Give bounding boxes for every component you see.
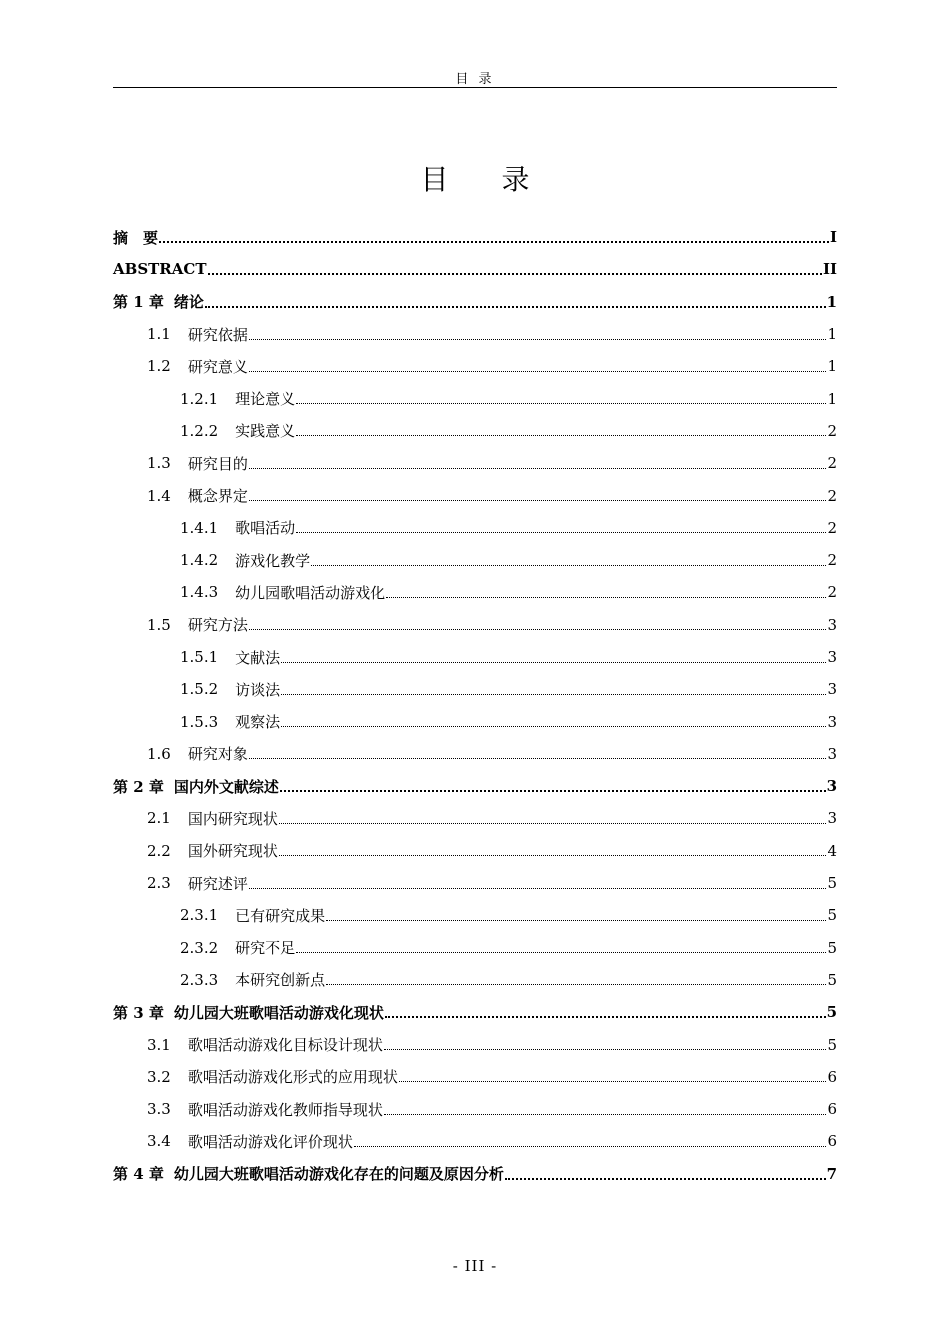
toc-entry[interactable]: [113, 835, 837, 867]
toc-entry-label: 幼儿园大班歌唱活动游戏化存在的问题及原因分析: [173, 1165, 504, 1184]
toc-entry-page: 1: [827, 325, 837, 344]
toc-entry[interactable]: [113, 1158, 837, 1190]
toc-entry[interactable]: [113, 802, 837, 834]
toc-entry[interactable]: [113, 964, 837, 996]
toc-entry-number: 3.2: [147, 1067, 171, 1086]
toc-entry-page: 2: [827, 421, 837, 440]
toc-entry[interactable]: [113, 221, 837, 253]
toc-entry-number: 1.4.2: [180, 551, 219, 570]
toc-entry-label: 理论意义: [235, 390, 296, 409]
dot-leader: [208, 273, 822, 275]
toc-entry[interactable]: [113, 996, 837, 1028]
toc-entry-number: 第 4 章: [113, 1165, 164, 1184]
toc-entry-page: 6: [827, 1132, 837, 1151]
toc-entry-page: 4: [827, 841, 837, 860]
dot-leader: [205, 306, 826, 308]
toc-entry-page: 5: [826, 1003, 837, 1022]
toc-entry[interactable]: [113, 1028, 837, 1060]
toc-entry-number: 2.1: [147, 809, 171, 828]
toc-entry-page: 2: [827, 518, 837, 537]
toc-entry[interactable]: [113, 673, 837, 705]
toc-entry-label: 访谈法: [235, 680, 281, 699]
toc-entry-page: 3: [827, 615, 837, 634]
dot-leader: [281, 726, 826, 727]
toc-entry[interactable]: [113, 544, 837, 576]
toc-entry-label: 研究对象: [187, 745, 248, 764]
dot-leader: [505, 1178, 826, 1180]
toc-entry[interactable]: [113, 318, 837, 350]
dot-leader: [311, 565, 826, 566]
toc-entry-page: II: [822, 260, 837, 279]
toc-entry[interactable]: [113, 609, 837, 641]
toc-entry-number: 1.5.1: [180, 648, 219, 666]
toc-entry-page: 5: [827, 874, 837, 893]
toc-entry-number: 1.4: [147, 486, 171, 505]
toc-entry-page: 2: [827, 486, 837, 505]
toc-entry-page: 2: [827, 583, 837, 602]
dot-leader: [280, 790, 826, 792]
dot-leader: [249, 468, 827, 469]
dot-leader: [281, 694, 826, 695]
toc-entry-page: 6: [827, 1067, 837, 1086]
page-number: - III -: [452, 1257, 498, 1275]
toc-entry-page: 1: [827, 357, 837, 376]
toc-entry-number: 1.2.1: [180, 389, 219, 408]
toc-entry-label: 歌唱活动游戏化教师指导现状: [187, 1100, 383, 1119]
toc-entry-number: 2.3.2: [180, 938, 219, 957]
running-header: 目 录: [455, 72, 495, 87]
toc-entry-label: 实践意义: [235, 422, 296, 441]
toc-entry-page: 1: [826, 292, 837, 311]
toc-entry-label: 摘 要: [113, 228, 159, 247]
toc-entry[interactable]: [113, 253, 837, 285]
toc-entry-label: 歌唱活动游戏化形式的应用现状: [187, 1068, 398, 1087]
toc-entry-label: 已有研究成果: [235, 906, 326, 925]
page-title: 目 录: [420, 163, 552, 196]
dot-leader: [384, 1049, 827, 1050]
dot-leader: [326, 920, 826, 921]
toc-entry-number: 1.5.3: [180, 712, 219, 731]
header-divider: [113, 87, 837, 88]
toc-entry-number: 1.2.2: [180, 421, 219, 440]
toc-entry[interactable]: [113, 1093, 837, 1125]
toc-entry-page: 5: [827, 970, 837, 989]
toc-entry-label: 概念界定: [187, 487, 248, 506]
toc-entry-number: 2.2: [147, 841, 171, 860]
dot-leader: [296, 435, 826, 436]
dot-leader: [385, 1016, 826, 1018]
toc-entry-label: 文献法: [235, 648, 281, 667]
toc-entry-page: 3: [826, 777, 837, 796]
toc-entry-number: 3.3: [147, 1100, 171, 1119]
toc-entry-label: 歌唱活动游戏化目标设计现状: [187, 1036, 383, 1055]
toc-entry-number: 第 2 章: [113, 777, 164, 796]
toc-entry-number: 1.5: [147, 615, 171, 634]
dot-leader: [326, 984, 826, 985]
toc-entry-number: 1.4.3: [180, 583, 219, 602]
toc-entry-page: 7: [826, 1164, 837, 1183]
table-of-contents: [113, 221, 837, 1190]
dot-leader: [296, 952, 826, 953]
toc-entry-label: ABSTRACT: [113, 260, 207, 279]
toc-entry[interactable]: [113, 382, 837, 414]
toc-entry-page: 3: [827, 809, 837, 828]
dot-leader: [249, 371, 827, 372]
toc-entry-label: 国外研究现状: [187, 842, 278, 861]
toc-entry-label: 研究方法: [187, 616, 248, 635]
toc-entry-number: 1.5.2: [180, 680, 219, 699]
dot-leader: [249, 629, 827, 630]
toc-entry-number: 2.3.3: [180, 970, 219, 989]
toc-entry-page: I: [829, 228, 837, 247]
toc-entry-page: 6: [827, 1100, 837, 1119]
toc-entry-number: 第 3 章: [113, 1003, 164, 1022]
dot-leader: [384, 1114, 827, 1115]
toc-entry[interactable]: [113, 479, 837, 511]
toc-entry-label: 歌唱活动游戏化评价现状: [187, 1132, 353, 1151]
toc-entry-label: 游戏化教学: [235, 551, 311, 570]
dot-leader: [249, 888, 827, 889]
toc-entry-page: 5: [827, 938, 837, 957]
toc-entry-page: 3: [827, 680, 837, 699]
dot-leader: [249, 339, 827, 340]
dot-leader: [399, 1081, 827, 1082]
toc-entry-number: 3.1: [147, 1035, 171, 1054]
toc-entry[interactable]: [113, 576, 837, 608]
toc-entry-page: 3: [827, 712, 837, 731]
toc-entry[interactable]: [113, 1125, 837, 1157]
dot-leader: [354, 1146, 827, 1147]
toc-entry[interactable]: [113, 1061, 837, 1093]
toc-entry-number: 1.2: [147, 357, 171, 376]
toc-entry[interactable]: [113, 770, 837, 802]
toc-entry-number: 1.4.1: [180, 518, 219, 537]
toc-entry[interactable]: [113, 932, 837, 964]
toc-entry[interactable]: [113, 512, 837, 544]
toc-entry-page: 3: [827, 648, 837, 666]
toc-entry-label: 研究述评: [187, 874, 248, 893]
toc-entry-label: 国内研究现状: [187, 809, 278, 828]
dot-leader: [249, 500, 827, 501]
toc-entry-page: 1: [827, 389, 837, 408]
toc-entry-number: 2.3.1: [180, 906, 219, 925]
toc-entry-page: 3: [827, 744, 837, 763]
toc-entry-number: 3.4: [147, 1132, 171, 1151]
toc-entry-label: 国内外文献综述: [173, 777, 279, 796]
toc-entry[interactable]: [113, 867, 837, 899]
dot-leader: [279, 855, 827, 856]
toc-entry[interactable]: [113, 641, 837, 673]
toc-entry[interactable]: [113, 705, 837, 737]
toc-entry-label: 研究不足: [235, 939, 296, 958]
toc-entry-number: 2.3: [147, 874, 171, 893]
toc-entry[interactable]: [113, 286, 837, 318]
toc-entry-page: 5: [827, 906, 837, 925]
toc-entry-label: 歌唱活动: [235, 519, 296, 538]
toc-entry-number: 1.1: [147, 325, 171, 344]
toc-entry-label: 绪论: [173, 293, 204, 312]
toc-entry-label: 观察法: [235, 713, 281, 732]
toc-entry-label: 本研究创新点: [235, 971, 326, 990]
dot-leader: [159, 241, 829, 243]
toc-entry-label: 研究目的: [187, 454, 248, 473]
toc-entry-label: 研究依据: [187, 325, 248, 344]
toc-entry[interactable]: [113, 447, 837, 479]
dot-leader: [249, 758, 827, 759]
toc-entry[interactable]: [113, 350, 837, 382]
dot-leader: [279, 823, 827, 824]
dot-leader: [386, 597, 826, 598]
toc-entry[interactable]: [113, 899, 837, 931]
toc-entry-label: 幼儿园大班歌唱活动游戏化现状: [173, 1003, 384, 1022]
toc-entry[interactable]: [113, 415, 837, 447]
toc-entry-number: 1.3: [147, 454, 171, 473]
toc-entry-label: 研究意义: [187, 357, 248, 376]
toc-entry-label: 幼儿园歌唱活动游戏化: [235, 583, 386, 602]
toc-entry-number: 1.6: [147, 744, 171, 763]
toc-entry[interactable]: [113, 738, 837, 770]
toc-entry-page: 2: [827, 454, 837, 473]
toc-entry-page: 5: [827, 1035, 837, 1054]
toc-entry-number: 第 1 章: [113, 293, 164, 312]
dot-leader: [281, 662, 826, 663]
dot-leader: [296, 403, 826, 404]
dot-leader: [296, 532, 826, 533]
toc-entry-page: 2: [827, 551, 837, 570]
